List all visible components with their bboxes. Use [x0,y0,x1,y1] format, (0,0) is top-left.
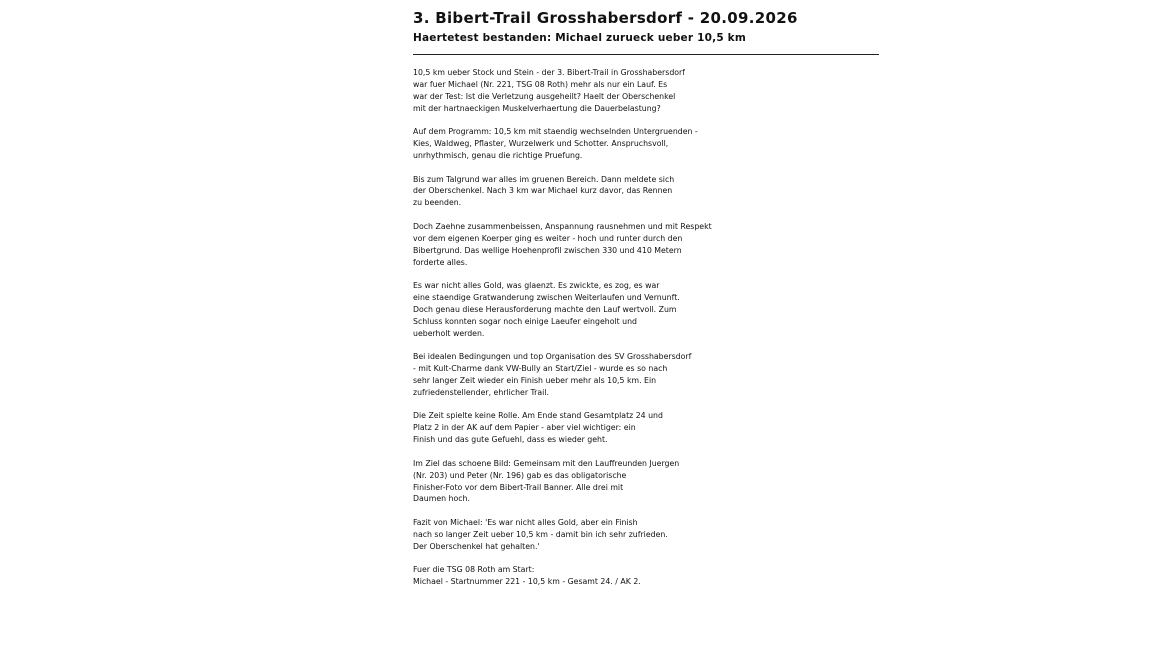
article-title: 3. Bibert-Trail Grosshabersdorf - 20.09.2026 [413,9,798,27]
text-line: Die Zeit spielte keine Rolle. Am Ende stand Gesamtplatz 24 und [413,411,663,421]
text-line: Auf dem Programm: 10,5 km mit staendig wechselnden Untergruenden - [413,127,698,137]
text-line: Fazit von Michael: 'Es war nicht alles Gold, aber ein Finish [413,518,638,528]
text-line: Doch Zaehne zusammenbeissen, Anspannung rausnehmen und mit Respekt [413,221,712,231]
text-line: zu beenden. [413,198,462,208]
text-line: Daumen hoch. [413,494,470,504]
text-line: Der Oberschenkel hat gehalten.' [413,541,540,551]
text-line: Bibertgrund. Das wellige Hoehenprofil zwischen 330 und 410 Metern [413,245,682,255]
text-line: Finish und das gute Gefuehl, dass es wieder geht. [413,435,608,445]
paragraph [413,410,879,446]
text-line: ueberholt werden. [413,328,485,338]
paragraph [413,221,879,268]
paragraph [413,126,879,162]
paragraph [413,458,879,505]
text-line: 10,5 km ueber Stock und Stein - der 3. Bibert-Trail in Grosshabersdorf [413,68,685,77]
article [413,9,879,600]
text-line: eine staendige Gratwanderung zwischen Weiterlaufen und Vernunft. [413,293,680,303]
text-line: nach so langer Zeit ueber 10,5 km - damit bin ich sehr zufrieden. [413,529,668,539]
paragraph [413,351,879,398]
text-line: Michael - Startnummer 221 - 10,5 km - Gesamt 24. / AK 2. [413,577,641,587]
text-line: Finisher-Foto vor dem Bibert-Trail Banner. Alle drei mit [413,482,624,492]
article-body [413,67,879,588]
text-line: Doch genau diese Herausforderung machte den Lauf wertvoll. Zum [413,304,677,314]
text-line: war fuer Michael (Nr. 221, TSG 08 Roth) mehr als nur ein Lauf. Es [413,79,668,89]
text-line: Bis zum Talgrund war alles im gruenen Bereich. Dann meldete sich [413,174,675,184]
text-line: Fuer die TSG 08 Roth am Start: [413,565,535,575]
paragraph [413,517,879,553]
text-line: Platz 2 in der AK auf dem Papier - aber viel wichtiger: ein [413,423,636,433]
text-line: forderte alles. [413,257,468,267]
article-subtitle: Haertetest bestanden: Michael zurueck ueber 10,5 km [413,32,746,44]
text-line: - mit Kult-Charme dank VW-Bully an Start/Ziel - wurde es so nach [413,364,668,374]
paragraph [413,174,879,210]
text-line: zufriedenstellender, ehrlicher Trail. [413,387,549,397]
text-line: Es war nicht alles Gold, was glaenzt. Es zwickte, es zog, es war [413,281,660,291]
text-line: war der Test: Ist die Verletzung ausgeheilt? Haelt der Oberschenkel [413,91,676,101]
text-line: Im Ziel das schoene Bild: Gemeinsam mit den Lauffreunden Juergen [413,458,680,468]
text-line: der Oberschenkel. Nach 3 km war Michael kurz davor, das Rennen [413,186,673,196]
text-line: (Nr. 203) und Peter (Nr. 196) gab es das obligatorische [413,470,627,480]
text-line: Schluss konnten sogar noch einige Laeufer eingeholt und [413,316,637,326]
text-line: vor dem eigenen Koerper ging es weiter - hoch und runter durch den [413,233,683,243]
text-line: unrhythmisch, genau die richtige Pruefung. [413,150,583,160]
paragraph [413,564,879,588]
text-line: Bei idealen Bedingungen und top Organisation des SV Grosshabersdorf [413,352,692,362]
text-line: mit der hartnaeckigen Muskelverhaertung die Dauerbelastung? [413,103,661,113]
text-line: Kies, Waldweg, Pflaster, Wurzelwerk und Schotter. Anspruchsvoll, [413,139,669,149]
title-divider [413,54,879,55]
paragraph [413,67,879,114]
text-line: sehr langer Zeit wieder ein Finish ueber mehr als 10,5 km. Ein [413,375,657,385]
paragraph [413,280,879,339]
